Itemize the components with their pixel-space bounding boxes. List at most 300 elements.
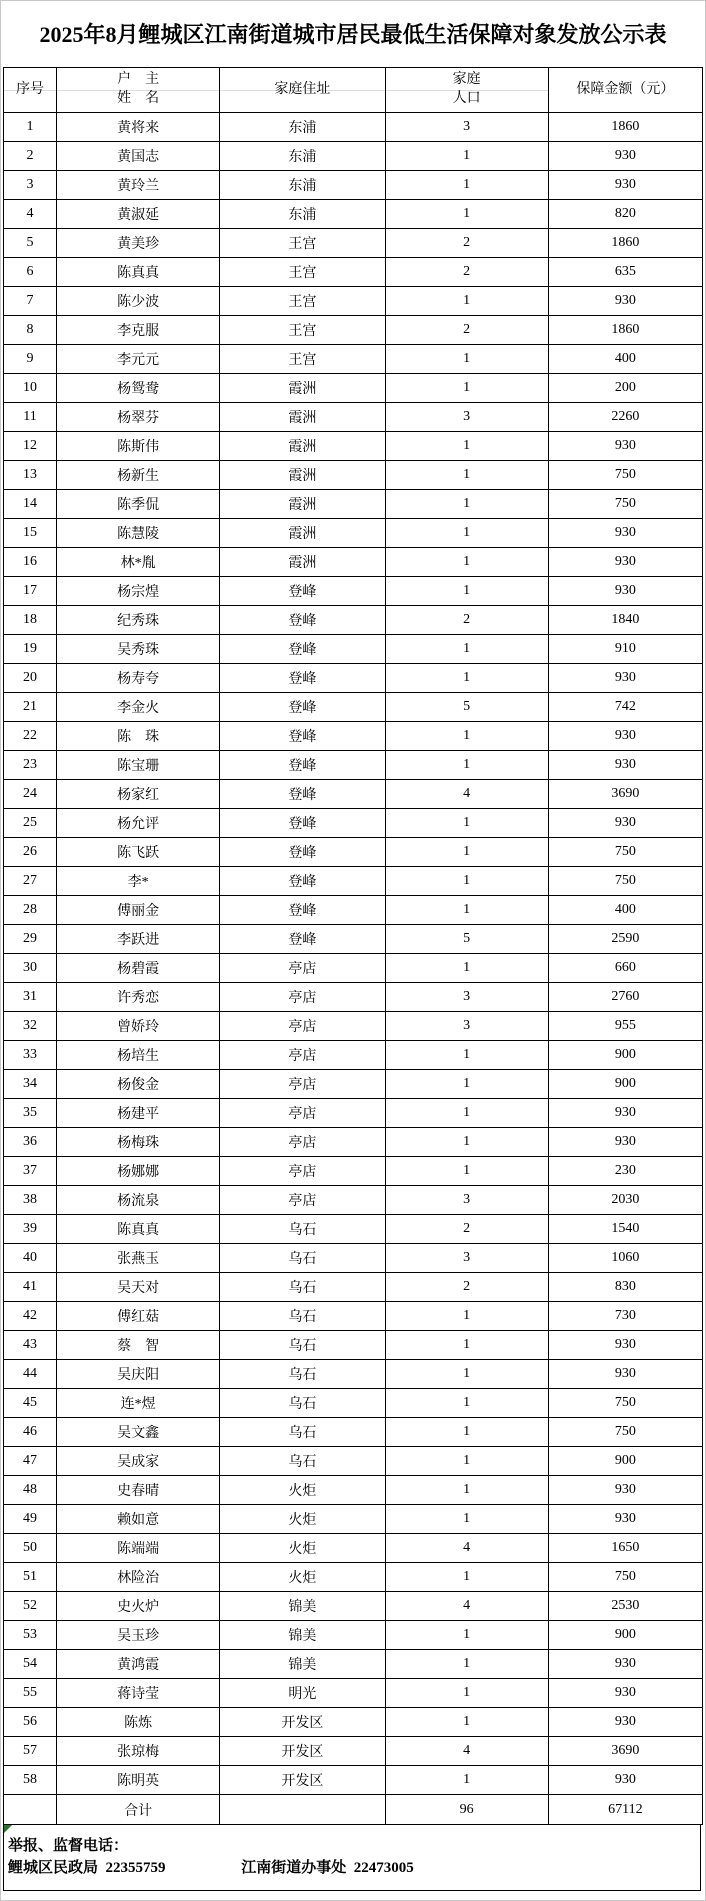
footer-notice <box>3 1825 701 1891</box>
cell-address: 锦美 <box>220 1650 385 1679</box>
table-row <box>4 345 703 374</box>
table-row <box>4 113 703 142</box>
table-row <box>4 1650 703 1679</box>
cell-population: 1 <box>385 664 548 693</box>
table-row <box>4 1447 703 1476</box>
cell-address: 登峰 <box>220 838 385 867</box>
table-row <box>4 1302 703 1331</box>
cell-population: 1 <box>385 1128 548 1157</box>
table-row <box>4 1621 703 1650</box>
cell-population: 1 <box>385 1447 548 1476</box>
cell-householder-name: 杨培生 <box>57 1041 220 1070</box>
cell-amount: 1540 <box>548 1215 702 1244</box>
cell-address: 乌石 <box>220 1273 385 1302</box>
cell-address: 王宫 <box>220 258 385 287</box>
total-label-cell: 合计 <box>57 1795 220 1825</box>
cell-address: 霞洲 <box>220 548 385 577</box>
cell-index: 3 <box>4 171 57 200</box>
cell-householder-name: 傅丽金 <box>57 896 220 925</box>
table-row <box>4 316 703 345</box>
table-row <box>4 1012 703 1041</box>
cell-householder-name: 黄鸿霞 <box>57 1650 220 1679</box>
cell-population: 1 <box>385 1505 548 1534</box>
cell-address: 登峰 <box>220 606 385 635</box>
cell-amount: 3690 <box>548 1737 702 1766</box>
cell-householder-name: 杨宗煌 <box>57 577 220 606</box>
civil-affairs-phone: 22355759 <box>105 1860 166 1876</box>
cell-householder-name: 傅红菇 <box>57 1302 220 1331</box>
cell-address: 亭店 <box>220 983 385 1012</box>
cell-address: 霞洲 <box>220 461 385 490</box>
table-row <box>4 374 703 403</box>
cell-address: 开发区 <box>220 1766 385 1795</box>
cell-index: 35 <box>4 1099 57 1128</box>
cell-population: 1 <box>385 1476 548 1505</box>
cell-population: 2 <box>385 316 548 345</box>
cell-index: 44 <box>4 1360 57 1389</box>
cell-amount: 930 <box>548 1708 702 1737</box>
cell-index: 12 <box>4 432 57 461</box>
table-row <box>4 548 703 577</box>
table-row <box>4 1273 703 1302</box>
civil-affairs-bureau: 鲤城区民政局 22355759 <box>8 1860 166 1876</box>
cell-index: 6 <box>4 258 57 287</box>
cell-population: 1 <box>385 896 548 925</box>
cell-householder-name: 吴庆阳 <box>57 1360 220 1389</box>
cell-amount: 742 <box>548 693 702 722</box>
cell-amount: 930 <box>548 1331 702 1360</box>
table-row <box>4 1766 703 1795</box>
cell-population: 1 <box>385 1679 548 1708</box>
table-row <box>4 171 703 200</box>
cell-index: 33 <box>4 1041 57 1070</box>
cell-index: 54 <box>4 1650 57 1679</box>
table-row <box>4 838 703 867</box>
cell-householder-name: 杨梅珠 <box>57 1128 220 1157</box>
cell-householder-name: 李克服 <box>57 316 220 345</box>
cell-address: 王宫 <box>220 316 385 345</box>
table-row <box>4 287 703 316</box>
cell-index: 2 <box>4 142 57 171</box>
table-row <box>4 432 703 461</box>
cell-population: 1 <box>385 1766 548 1795</box>
cell-address: 亭店 <box>220 1186 385 1215</box>
cell-index: 57 <box>4 1737 57 1766</box>
table-row <box>4 925 703 954</box>
cell-index: 52 <box>4 1592 57 1621</box>
cell-householder-name: 史春晴 <box>57 1476 220 1505</box>
cell-population: 2 <box>385 229 548 258</box>
cell-index: 49 <box>4 1505 57 1534</box>
cell-householder-name: 许秀恋 <box>57 983 220 1012</box>
cell-amount: 2030 <box>548 1186 702 1215</box>
cell-amount: 930 <box>548 1650 702 1679</box>
cell-population: 1 <box>385 345 548 374</box>
cell-householder-name: 陈明英 <box>57 1766 220 1795</box>
cell-householder-name: 吴秀珠 <box>57 635 220 664</box>
cell-index: 39 <box>4 1215 57 1244</box>
cell-address: 亭店 <box>220 954 385 983</box>
cell-index: 26 <box>4 838 57 867</box>
cell-householder-name: 陈真真 <box>57 258 220 287</box>
cell-amount: 930 <box>548 432 702 461</box>
cell-address: 霞洲 <box>220 432 385 461</box>
cell-amount: 930 <box>548 664 702 693</box>
cell-population: 5 <box>385 925 548 954</box>
cell-amount: 900 <box>548 1041 702 1070</box>
cell-amount: 750 <box>548 490 702 519</box>
table-row <box>4 1070 703 1099</box>
table-row <box>4 693 703 722</box>
cell-address: 火炬 <box>220 1563 385 1592</box>
cell-address: 亭店 <box>220 1157 385 1186</box>
cell-householder-name: 吴文鑫 <box>57 1418 220 1447</box>
cell-index: 46 <box>4 1418 57 1447</box>
cell-amount: 930 <box>548 722 702 751</box>
table-row <box>4 1128 703 1157</box>
cell-index: 31 <box>4 983 57 1012</box>
cell-population: 2 <box>385 1273 548 1302</box>
cell-population: 1 <box>385 635 548 664</box>
cell-householder-name: 连*煜 <box>57 1389 220 1418</box>
cell-address: 登峰 <box>220 722 385 751</box>
cell-address: 登峰 <box>220 780 385 809</box>
header-address: 家庭住址 <box>220 68 385 113</box>
cell-population: 1 <box>385 1157 548 1186</box>
table-row <box>4 1418 703 1447</box>
cell-amount: 2260 <box>548 403 702 432</box>
cell-householder-name: 陈炼 <box>57 1708 220 1737</box>
table-row <box>4 577 703 606</box>
cell-householder-name: 曾娇玲 <box>57 1012 220 1041</box>
table-row <box>4 1157 703 1186</box>
table-row <box>4 1476 703 1505</box>
cell-address: 火炬 <box>220 1476 385 1505</box>
cell-index: 21 <box>4 693 57 722</box>
table-row <box>4 1215 703 1244</box>
cell-index: 58 <box>4 1766 57 1795</box>
cell-address: 锦美 <box>220 1592 385 1621</box>
cell-amount: 1650 <box>548 1534 702 1563</box>
cell-amount: 1860 <box>548 113 702 142</box>
cell-householder-name: 杨寿夸 <box>57 664 220 693</box>
table-row <box>4 1099 703 1128</box>
cell-amount: 750 <box>548 1389 702 1418</box>
cell-index: 22 <box>4 722 57 751</box>
cell-amount: 930 <box>548 142 702 171</box>
cell-population: 1 <box>385 1099 548 1128</box>
cell-population: 1 <box>385 490 548 519</box>
cell-householder-name: 杨家红 <box>57 780 220 809</box>
table-row <box>4 1244 703 1273</box>
cell-population: 3 <box>385 983 548 1012</box>
cell-index: 42 <box>4 1302 57 1331</box>
cell-population: 3 <box>385 113 548 142</box>
cell-amount: 955 <box>548 1012 702 1041</box>
table-row <box>4 1563 703 1592</box>
cell-index: 15 <box>4 519 57 548</box>
cell-address: 登峰 <box>220 809 385 838</box>
table-row <box>4 1331 703 1360</box>
total-population-cell: 96 <box>385 1795 548 1825</box>
cell-amount: 900 <box>548 1070 702 1099</box>
cell-amount: 930 <box>548 751 702 780</box>
table-row <box>4 809 703 838</box>
table-row <box>4 490 703 519</box>
cell-amount: 820 <box>548 200 702 229</box>
cell-population: 1 <box>385 751 548 780</box>
cell-index: 37 <box>4 1157 57 1186</box>
table-row <box>4 519 703 548</box>
cell-address: 王宫 <box>220 345 385 374</box>
cell-householder-name: 杨娜娜 <box>57 1157 220 1186</box>
cell-address: 锦美 <box>220 1621 385 1650</box>
cell-population: 1 <box>385 1418 548 1447</box>
cell-amount: 1860 <box>548 229 702 258</box>
cell-householder-name: 蒋诗莹 <box>57 1679 220 1708</box>
cell-householder-name: 黄国志 <box>57 142 220 171</box>
cell-index: 14 <box>4 490 57 519</box>
cell-index: 10 <box>4 374 57 403</box>
cell-index: 18 <box>4 606 57 635</box>
cell-population: 1 <box>385 171 548 200</box>
header-amount: 保障金额（元） <box>548 68 702 113</box>
cell-amount: 930 <box>548 577 702 606</box>
cell-address: 登峰 <box>220 664 385 693</box>
cell-index: 16 <box>4 548 57 577</box>
cell-population: 1 <box>385 1650 548 1679</box>
cell-population: 4 <box>385 1592 548 1621</box>
cell-address: 王宫 <box>220 229 385 258</box>
table-row <box>4 983 703 1012</box>
header-population-line1: 家庭 <box>452 72 481 88</box>
cell-amount: 930 <box>548 171 702 200</box>
cell-householder-name: 纪秀珠 <box>57 606 220 635</box>
cell-amount: 930 <box>548 1099 702 1128</box>
cell-population: 1 <box>385 1360 548 1389</box>
cell-index: 17 <box>4 577 57 606</box>
cell-address: 登峰 <box>220 925 385 954</box>
table-row <box>4 751 703 780</box>
cell-index: 5 <box>4 229 57 258</box>
cell-householder-name: 杨流泉 <box>57 1186 220 1215</box>
cell-householder-name: 李跃进 <box>57 925 220 954</box>
cell-index: 1 <box>4 113 57 142</box>
table-row <box>4 1592 703 1621</box>
cell-address: 乌石 <box>220 1389 385 1418</box>
cell-population: 2 <box>385 606 548 635</box>
cell-address: 乌石 <box>220 1244 385 1273</box>
cell-address: 亭店 <box>220 1041 385 1070</box>
total-amount-cell: 67112 <box>548 1795 702 1825</box>
cell-householder-name: 陈斯伟 <box>57 432 220 461</box>
cell-address: 东浦 <box>220 113 385 142</box>
cell-amount: 930 <box>548 1766 702 1795</box>
cell-householder-name: 张琼梅 <box>57 1737 220 1766</box>
table-row <box>4 780 703 809</box>
cell-amount: 660 <box>548 954 702 983</box>
total-row <box>4 1795 703 1825</box>
cell-population: 1 <box>385 287 548 316</box>
cell-address: 王宫 <box>220 287 385 316</box>
cell-address: 登峰 <box>220 635 385 664</box>
cell-householder-name: 史火炉 <box>57 1592 220 1621</box>
cell-householder-name: 吴天对 <box>57 1273 220 1302</box>
table-row <box>4 403 703 432</box>
cell-address: 登峰 <box>220 896 385 925</box>
cell-amount: 400 <box>548 896 702 925</box>
cell-population: 1 <box>385 1708 548 1737</box>
cell-population: 1 <box>385 1621 548 1650</box>
cell-address: 霞洲 <box>220 403 385 432</box>
cell-index: 11 <box>4 403 57 432</box>
street-office: 江南街道办事处 22473005 <box>241 1860 414 1876</box>
header-index: 序号 <box>4 68 57 113</box>
cell-householder-name: 黄美珍 <box>57 229 220 258</box>
cell-population: 1 <box>385 142 548 171</box>
cell-address: 亭店 <box>220 1012 385 1041</box>
cell-population: 1 <box>385 519 548 548</box>
cell-population: 1 <box>385 954 548 983</box>
cell-address: 霞洲 <box>220 490 385 519</box>
table-row <box>4 1505 703 1534</box>
table-row <box>4 1186 703 1215</box>
cell-index: 7 <box>4 287 57 316</box>
cell-index: 30 <box>4 954 57 983</box>
cell-address: 明光 <box>220 1679 385 1708</box>
cell-householder-name: 黄玲兰 <box>57 171 220 200</box>
cell-amount: 930 <box>548 287 702 316</box>
green-corner-marker-icon <box>4 1825 12 1833</box>
cell-amount: 750 <box>548 1563 702 1592</box>
cell-amount: 750 <box>548 461 702 490</box>
cell-population: 4 <box>385 780 548 809</box>
table-row <box>4 867 703 896</box>
cell-amount: 930 <box>548 1128 702 1157</box>
cell-householder-name: 陈季侃 <box>57 490 220 519</box>
cell-householder-name: 杨俊金 <box>57 1070 220 1099</box>
cell-population: 5 <box>385 693 548 722</box>
header-householder-line1: 户 主 <box>117 72 160 88</box>
cell-address: 火炬 <box>220 1534 385 1563</box>
table-row <box>4 1737 703 1766</box>
table-row <box>4 606 703 635</box>
cell-amount: 230 <box>548 1157 702 1186</box>
cell-index: 19 <box>4 635 57 664</box>
cell-householder-name: 吴成家 <box>57 1447 220 1476</box>
cell-index: 23 <box>4 751 57 780</box>
cell-index: 48 <box>4 1476 57 1505</box>
cell-index: 29 <box>4 925 57 954</box>
page-title: 2025年8月鲤城区江南街道城市居民最低生活保障对象发放公示表 <box>39 22 667 47</box>
table-row <box>4 1534 703 1563</box>
table-row <box>4 722 703 751</box>
cell-address: 亭店 <box>220 1128 385 1157</box>
cell-address: 乌石 <box>220 1215 385 1244</box>
cell-population: 1 <box>385 1302 548 1331</box>
cell-index: 51 <box>4 1563 57 1592</box>
cell-population: 1 <box>385 1041 548 1070</box>
cell-address: 开发区 <box>220 1708 385 1737</box>
table-row <box>4 200 703 229</box>
cell-householder-name: 杨允评 <box>57 809 220 838</box>
cell-householder-name: 蔡 智 <box>57 1331 220 1360</box>
cell-householder-name: 黄淑延 <box>57 200 220 229</box>
cell-amount: 930 <box>548 1679 702 1708</box>
cell-amount: 750 <box>548 1418 702 1447</box>
cell-amount: 1860 <box>548 316 702 345</box>
table-row <box>4 1679 703 1708</box>
header-population <box>385 68 548 113</box>
cell-index: 25 <box>4 809 57 838</box>
cell-amount: 2530 <box>548 1592 702 1621</box>
cell-householder-name: 林险治 <box>57 1563 220 1592</box>
cell-householder-name: 张燕玉 <box>57 1244 220 1273</box>
cell-amount: 930 <box>548 1476 702 1505</box>
cell-amount: 400 <box>548 345 702 374</box>
cell-householder-name: 赖如意 <box>57 1505 220 1534</box>
cell-householder-name: 陈飞跃 <box>57 838 220 867</box>
cell-population: 1 <box>385 577 548 606</box>
cell-householder-name: 陈端端 <box>57 1534 220 1563</box>
cell-index: 8 <box>4 316 57 345</box>
cell-amount: 930 <box>548 809 702 838</box>
hotline-numbers <box>8 1857 700 1879</box>
cell-amount: 900 <box>548 1621 702 1650</box>
cell-address: 东浦 <box>220 171 385 200</box>
table-row <box>4 229 703 258</box>
cell-householder-name: 黄将来 <box>57 113 220 142</box>
cell-index: 32 <box>4 1012 57 1041</box>
table-row <box>4 1041 703 1070</box>
table-row <box>4 461 703 490</box>
cell-index: 36 <box>4 1128 57 1157</box>
cell-amount: 1840 <box>548 606 702 635</box>
cell-amount: 900 <box>548 1447 702 1476</box>
header-population-line2: 人口 <box>452 91 481 106</box>
header-householder-name <box>57 68 220 113</box>
cell-address: 乌石 <box>220 1360 385 1389</box>
cell-population: 1 <box>385 1563 548 1592</box>
cell-population: 1 <box>385 1070 548 1099</box>
cell-population: 3 <box>385 403 548 432</box>
cell-amount: 3690 <box>548 780 702 809</box>
cell-address: 霞洲 <box>220 374 385 403</box>
cell-index: 4 <box>4 200 57 229</box>
cell-population: 3 <box>385 1186 548 1215</box>
cell-address: 开发区 <box>220 1737 385 1766</box>
cell-amount: 930 <box>548 519 702 548</box>
cell-population: 3 <box>385 1012 548 1041</box>
table-header-row <box>4 68 703 113</box>
cell-index: 45 <box>4 1389 57 1418</box>
cell-index: 56 <box>4 1708 57 1737</box>
header-householder-line2: 姓 名 <box>117 91 160 106</box>
table-row <box>4 1389 703 1418</box>
cell-index: 53 <box>4 1621 57 1650</box>
cell-householder-name: 杨碧霞 <box>57 954 220 983</box>
total-index-cell <box>4 1795 57 1825</box>
cell-householder-name: 李元元 <box>57 345 220 374</box>
cell-amount: 2760 <box>548 983 702 1012</box>
cell-address: 东浦 <box>220 200 385 229</box>
cell-address: 登峰 <box>220 693 385 722</box>
cell-householder-name: 杨鸳鸯 <box>57 374 220 403</box>
cell-index: 55 <box>4 1679 57 1708</box>
cell-population: 4 <box>385 1737 548 1766</box>
cell-population: 1 <box>385 200 548 229</box>
cell-address: 乌石 <box>220 1302 385 1331</box>
